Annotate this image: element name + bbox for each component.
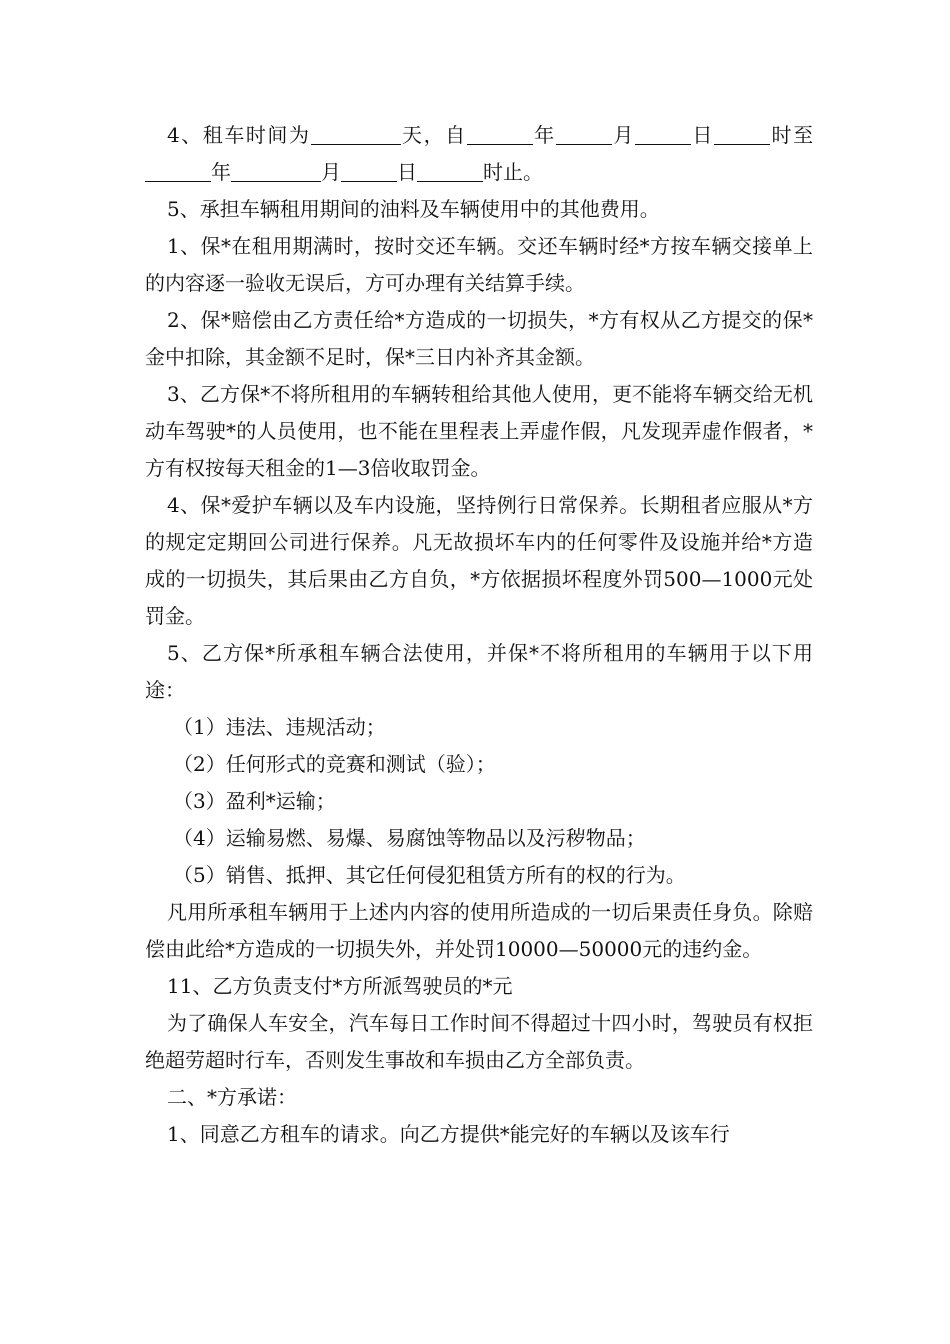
clause-paragraph: 2、保*赔偿由乙方责任给*方造成的一切损失，*方有权从乙方提交的保*金中扣除，其金额不足时，保*三日内补齐其金额。 [145,308,813,369]
blank-start-day [635,122,691,145]
blank-end-day [341,159,397,182]
blank-end-month [231,159,321,182]
rental-period-text: 年 [532,123,556,147]
blank-days [311,122,401,145]
rental-period-text: 月 [321,160,341,184]
rental-period-text: 天，自 [400,123,467,147]
rental-period-text: 4、租车时间为 [167,123,311,147]
list-item: （2）任何形式的竞赛和测试（验）； [173,752,496,776]
rental-period-text: 日 [397,160,417,184]
section-heading: 二、*方承诺： [167,1085,297,1109]
list-item: （5）销售、抵押、其它任何侵犯租赁方所有的权的行为。 [173,863,686,887]
clause-paragraph: 3、乙方保*不将所租用的车辆转租给其他人使用，更不能将车辆交给无机动车驾驶*的人员使用，也不能在里程表上弄虚作假，凡发现弄虚作假者，*方有权按每天租金的1—3倍收取罚金。 [145,382,813,480]
clause-paragraph: 凡用所承租车辆用于上述内内容的使用所造成的一切后果责任身负。除赔偿由此给*方造成的一切损失外，并处罚10000—50000元的违约金。 [145,900,813,961]
list-item: （3）盈利*运输； [173,789,336,813]
blank-start-hour [714,122,770,145]
clause-paragraph: 4、保*爱护车辆以及车内设施，坚持例行日常保养。长期租者应服从*方的规定定期回公司进行保养。凡无故损坏车内的任何零件及设施并给*方造成的一切损失，其后果由乙方自负，*方依据损坏程度外罚500—1000元处罚金。 [145,493,813,628]
document-body [145,117,813,1153]
clause-paragraph: 1、保*在租用期满时，按时交还车辆。交还车辆时经*方按车辆交接单上的内容逐一验收无误后，方可办理有关结算手续。 [145,234,813,295]
rental-period-text: 日 [690,123,714,147]
blank-end-hour [417,159,483,182]
blank-start-year [467,122,533,145]
blank-end-year [145,159,211,182]
rental-period-clause [145,117,813,191]
rental-period-text: 年 [211,160,231,184]
list-item: （4）运输易燃、易爆、易腐蚀等物品以及污秽物品； [173,826,646,850]
rental-period-text: 月 [611,123,635,147]
rental-period-text: 时止。 [483,160,543,184]
clause-paragraph: 为了确保人车安全，汽车每日工作时间不得超过十四小时，驾驶员有权拒绝超劳超时行车，否则发生事故和车损由乙方全部负责。 [145,1011,813,1072]
list-item: （1）违法、违规活动； [173,715,386,739]
clause-paragraph: 1、同意乙方租车的请求。向乙方提供*能完好的车辆以及该车行 [167,1122,730,1146]
blank-start-month [556,122,612,145]
rental-period-text: 时 [769,123,794,147]
clause-paragraph: 5、承担车辆租用期间的油料及车辆使用中的其他费用。 [167,197,660,221]
clause-paragraph: 5、乙方保*所承租车辆合法使用，并保*不将所租用的车辆用于以下用途： [145,641,813,702]
rental-period-text: 至 [793,123,814,147]
clause-paragraph: 11、乙方负责支付*方所派驾驶员的*元 [167,974,513,998]
